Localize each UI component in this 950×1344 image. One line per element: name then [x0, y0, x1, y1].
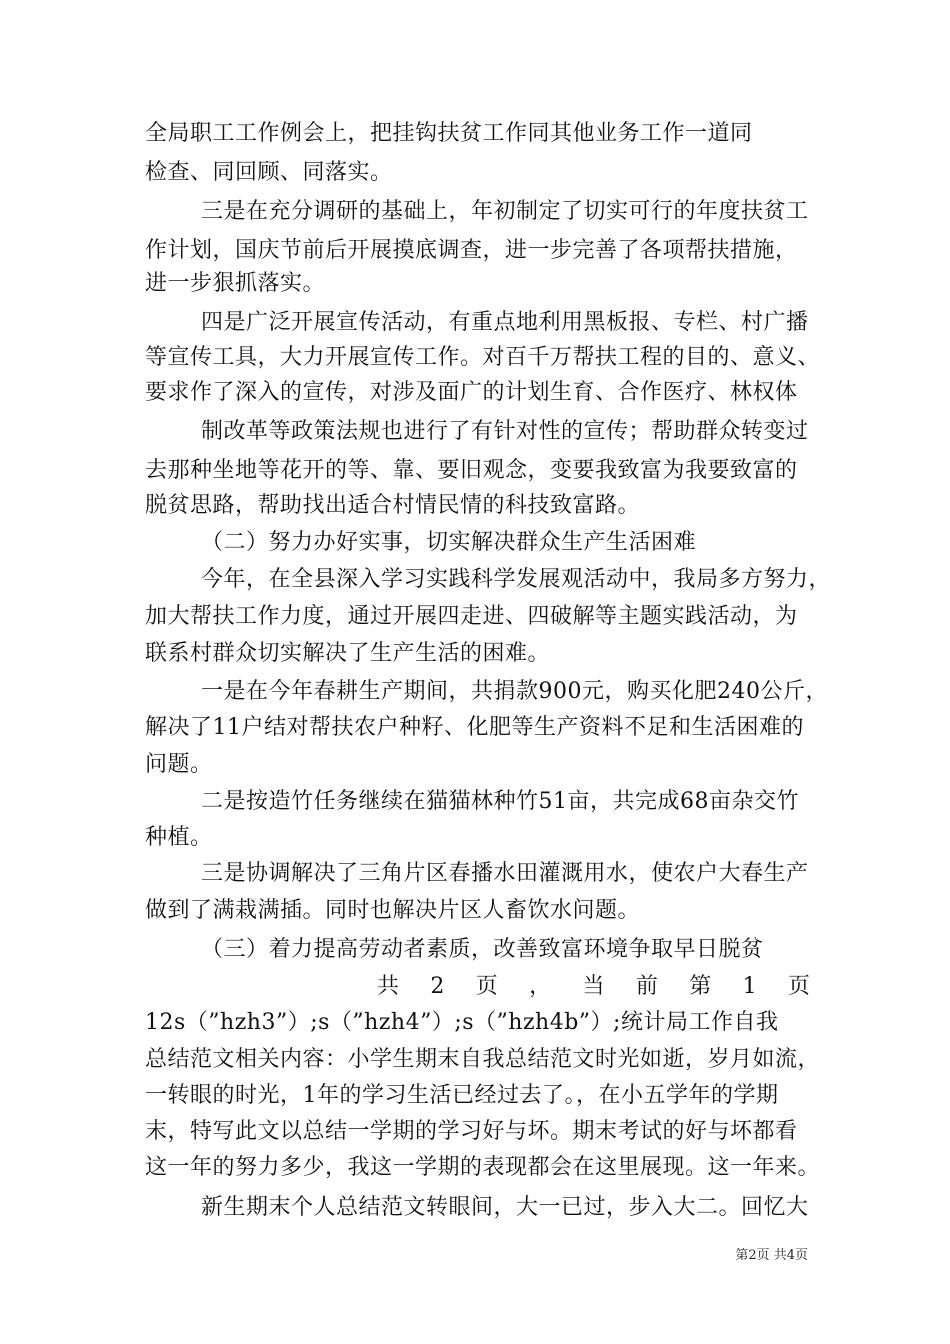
paragraph-line: 三是在充分调研的基础上，年初制定了切实可行的年度扶贫工: [201, 199, 809, 224]
paragraph-line: 12s（”hzh3”）;s（”hzh4”）;s（”hzh4b”）;统计局工作自我: [145, 1010, 779, 1035]
paragraph-line: 去那种坐地等花开的等、靠、要旧观念，变要我致富为我要致富的: [145, 458, 798, 483]
paragraph-line: 总结范文相关内容：小学生期末自我总结范文时光如逝，岁月如流，: [145, 1047, 821, 1072]
paragraph-line: 要求作了深入的宣传，对涉及面广的计划生育、合作医疗、林权体: [145, 380, 798, 405]
pager-word: 当: [582, 974, 605, 999]
pager-word: 页: [475, 974, 498, 999]
paragraph-line: 脱贫思路，帮助找出适合村情民情的科技致富路。: [145, 493, 641, 518]
paragraph-line: 种植。: [145, 825, 213, 850]
pager-word: 共: [377, 974, 400, 999]
paragraph-line: 联系村群众切实解决了生产生活的困难。: [145, 641, 551, 666]
paragraph-line: 四是广泛开展宣传活动，有重点地利用黑板报、专栏、村广播: [201, 310, 809, 335]
paragraph-line: 作计划，国庆节前后开展摸底调查，进一步完善了各项帮扶措施，: [145, 238, 798, 263]
pager-word: 2: [430, 974, 445, 999]
page-counter-line: [377, 972, 810, 1002]
paragraph-line: 进一步狠抓落实。: [145, 271, 326, 296]
paragraph-line: 一是在今年春耕生产期间，共捐款900元，购买化肥240公斤，: [201, 679, 828, 704]
paragraph-line: 等宣传工具，大力开展宣传工作。对百千万帮扶工程的目的、意义、: [145, 345, 821, 370]
paragraph-line: 一转眼的时光，1年的学习生活已经过去了。，在小五学年的学期: [145, 1083, 779, 1108]
paragraph-line: 三是协调解决了三角片区春播水田灌溉用水，使农户大春生产: [201, 861, 809, 886]
paragraph-line: 末，特写此文以总结一学期的学习好与坏。期末考试的好与坏都看: [145, 1119, 798, 1144]
paragraph-line: 今年，在全县深入学习实践科学发展观活动中，我局多方努力，: [201, 567, 832, 592]
paragraph-line: 做到了满栽满插。同时也解决片区人畜饮水问题。: [145, 898, 641, 923]
pager-word: 1: [742, 974, 757, 999]
paragraph-line: 新生期末个人总结范文转眼间，大一已过，步入大二。回忆大: [201, 1195, 809, 1220]
page-footer: 第2页 共4页: [735, 1248, 808, 1263]
section-heading: （三）着力提高劳动者素质，改善致富环境争取早日脱贫: [201, 937, 764, 962]
paragraph-line: 全局职工工作例会上，把挂钩扶贫工作同其他业务工作一道同: [145, 121, 753, 146]
paragraph-line: 检查、同回顾、同落实。: [145, 160, 393, 185]
pager-word: 前: [635, 974, 658, 999]
pager-word: 页: [787, 974, 810, 999]
paragraph-line: 二是按造竹任务继续在猫猫林种竹51亩，共完成68亩杂交竹: [201, 789, 799, 814]
paragraph-line: 制改革等政策法规也进行了有针对性的宣传；帮助群众转变过: [201, 419, 809, 444]
pager-word: ，: [529, 974, 552, 999]
paragraph-line: 问题。: [145, 752, 213, 777]
paragraph-line: 加大帮扶工作力度，通过开展四走进、四破解等主题实践活动，为: [145, 604, 798, 629]
pager-word: 第: [689, 974, 712, 999]
paragraph-line: 解决了11户结对帮扶农户种籽、化肥等生产资料不足和生活困难的: [145, 715, 804, 740]
paragraph-line: 这一年的努力多少，我这一学期的表现都会在这里展现。这一年来。: [145, 1155, 821, 1180]
section-heading: （二）努力办好实事，切实解决群众生产生活困难: [201, 530, 697, 555]
